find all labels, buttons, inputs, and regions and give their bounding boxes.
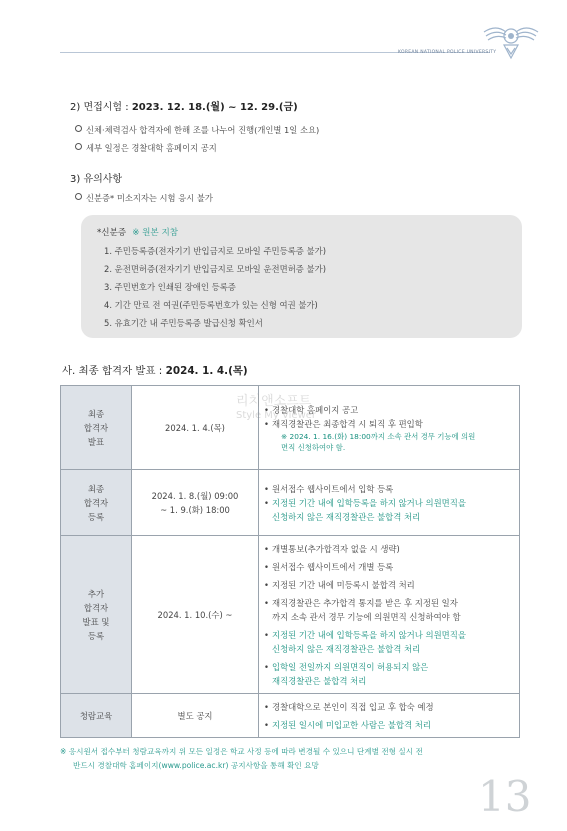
row-label-line: 추가: [87, 588, 105, 599]
row-label-line: 등록: [87, 511, 105, 522]
circle-bullet-icon: [75, 193, 82, 200]
row-date-line: 2024. 1. 8.(월) 09:00: [151, 490, 239, 501]
detail-item: [263, 496, 513, 524]
table-row: [61, 536, 520, 694]
row-label-line: 등록: [87, 630, 105, 641]
row-label-line: 합격자: [83, 422, 109, 433]
table-row: [61, 694, 520, 738]
footnote: [60, 745, 530, 773]
id-item: 2. 운전면허증(전자기기 반입금지로 모바일 운전면허증 불가): [104, 264, 327, 274]
id-item: 1. 주민등록증(전자기기 반입금지로 모바일 주민등록증 불가): [104, 246, 327, 256]
detail-item: [263, 596, 513, 624]
university-name: KOREAN NATIONAL POLICE UNIVERSITY: [398, 50, 497, 55]
footnote-line: ※ 응시원서 접수부터 청람교육까지 위 모든 일정은 학교 사정 등에 따라 변경될 수 있으니 단계별 전형 실시 전: [60, 747, 423, 756]
original-required-note: ※ 원본 지참: [132, 228, 179, 238]
interview-heading-prefix: 2) 면접시험 :: [70, 102, 132, 113]
row-date-line: ~ 1. 9.(화) 18:00: [160, 504, 230, 515]
police-university-emblem-icon: [480, 18, 542, 64]
detail-item: [263, 628, 513, 656]
row-date-line: 2024. 1. 10.(수) ~: [157, 609, 233, 620]
detail-item-text: 지정된 기간 내에 입학등록을 하지 않거나 의원면직을: [272, 497, 466, 508]
row-date: [132, 694, 259, 738]
detail-item: • 원서접수 웹사이트에서 입학 등록: [263, 482, 513, 496]
row-label: [61, 694, 132, 738]
interview-bullet: [75, 124, 319, 136]
detail-subnote: 면직 신청하여야 함.: [281, 442, 346, 452]
detail-item-continuation: 신청하지 않은 재직경찰관은 불합격 처리: [272, 511, 421, 522]
row-label-line: 청람교육: [79, 710, 113, 721]
final-announcement-prefix: 사. 최종 합격자 발표 :: [62, 365, 166, 377]
final-announcement-heading: [62, 362, 248, 377]
row-label: [61, 386, 132, 470]
row-label-line: 최종: [87, 408, 105, 419]
notes-heading: 3) 유의사항: [70, 174, 123, 185]
row-date: [132, 470, 259, 536]
detail-subnote: ※ 2024. 1. 16.(화) 18:00까지 소속 관서 경무 기능에 의원: [281, 431, 476, 441]
detail-item: • 재직경찰관은 최종합격 시 퇴직 후 편입학: [263, 417, 513, 431]
detail-item: • 원서접수 웹사이트에서 개별 등록: [263, 560, 513, 574]
row-label-line: 발표 및: [82, 616, 110, 627]
circle-bullet-icon: [75, 125, 82, 132]
row-details: [259, 694, 520, 738]
detail-item-text: 입학일 전일까지 의원면직이 허용되지 않은: [272, 661, 429, 672]
schedule-table: [60, 385, 520, 738]
row-label-line: 합격자: [83, 497, 109, 508]
row-details: [259, 470, 520, 536]
watermark-line: 리치앤소프트: [236, 394, 312, 409]
detail-item: • 경찰대학으로 본인이 직접 입교 후 합숙 예정: [263, 700, 513, 714]
final-announcement-date: 2024. 1. 4.(목): [165, 365, 248, 377]
interview-heading: [70, 98, 298, 113]
detail-item-text: 재직경찰관은 추가합격 통지를 받은 후 지정된 일자: [272, 597, 458, 608]
notes-bullet: [75, 192, 213, 204]
detail-item: • 지정된 기간 내에 미등록시 불합격 처리: [263, 578, 513, 592]
interview-bullet-text: 세부 일정은 경찰대학 홈페이지 공지: [86, 143, 217, 153]
row-date-line: 2024. 1. 4.(목): [165, 422, 225, 433]
detail-item-continuation: 재직경찰관은 불합격 처리: [272, 675, 367, 686]
interview-dates: 2023. 12. 18.(월) ~ 12. 29.(금): [131, 102, 298, 113]
detail-item: • 경찰대학 홈페이지 공고: [263, 403, 513, 417]
id-item: 5. 유효기간 내 주민등록증 발급신청 확인서: [104, 318, 263, 328]
detail-item-continuation: 까지 소속 관서 경무 기능에 의원면직 신청하여야 함: [272, 611, 461, 622]
row-label: [61, 470, 132, 536]
detail-item: [263, 660, 513, 688]
detail-item: • 개별통보(추가합격자 없을 시 생략): [263, 542, 513, 556]
page-number: 13: [478, 772, 532, 821]
row-label-line: 합격자: [83, 602, 109, 613]
detail-item: • 지정된 일시에 미입교한 사람은 불합격 처리: [263, 718, 513, 732]
row-label: [61, 536, 132, 694]
row-date: [132, 536, 259, 694]
detail-item-continuation: 신청하지 않은 재직경찰관은 불합격 처리: [272, 643, 421, 654]
interview-bullet: [75, 142, 217, 154]
watermark: [236, 395, 316, 423]
row-label-line: 발표: [87, 436, 105, 447]
id-item: 3. 주민번호가 인쇄된 장애인 등록증: [104, 282, 236, 292]
detail-item-text: 지정된 기간 내에 입학등록을 하지 않거나 의원면직을: [272, 629, 466, 640]
watermark-line: Style My Viewer: [236, 410, 317, 421]
circle-bullet-icon: [75, 143, 82, 150]
table-row: [61, 470, 520, 536]
row-details: [259, 536, 520, 694]
row-label-line: 최종: [87, 483, 105, 494]
id-item: 4. 기간 만료 전 여권(주민등록번호가 있는 신형 여권 불가): [104, 300, 318, 310]
id-box-title-text: *신분증: [97, 228, 127, 238]
id-box-title: [97, 226, 178, 238]
footnote-line: 반드시 경찰대학 홈페이지(www.police.ac.kr) 공지사항을 통해 확인 요망: [73, 761, 319, 770]
interview-bullet-text: 신체·체력검사 합격자에 한해 조를 나누어 진행(개인별 1일 소요): [86, 125, 320, 135]
notes-bullet-text: 신분증* 미소지자는 시험 응시 불가: [86, 193, 213, 203]
row-date-line: 별도 공지: [177, 710, 213, 721]
